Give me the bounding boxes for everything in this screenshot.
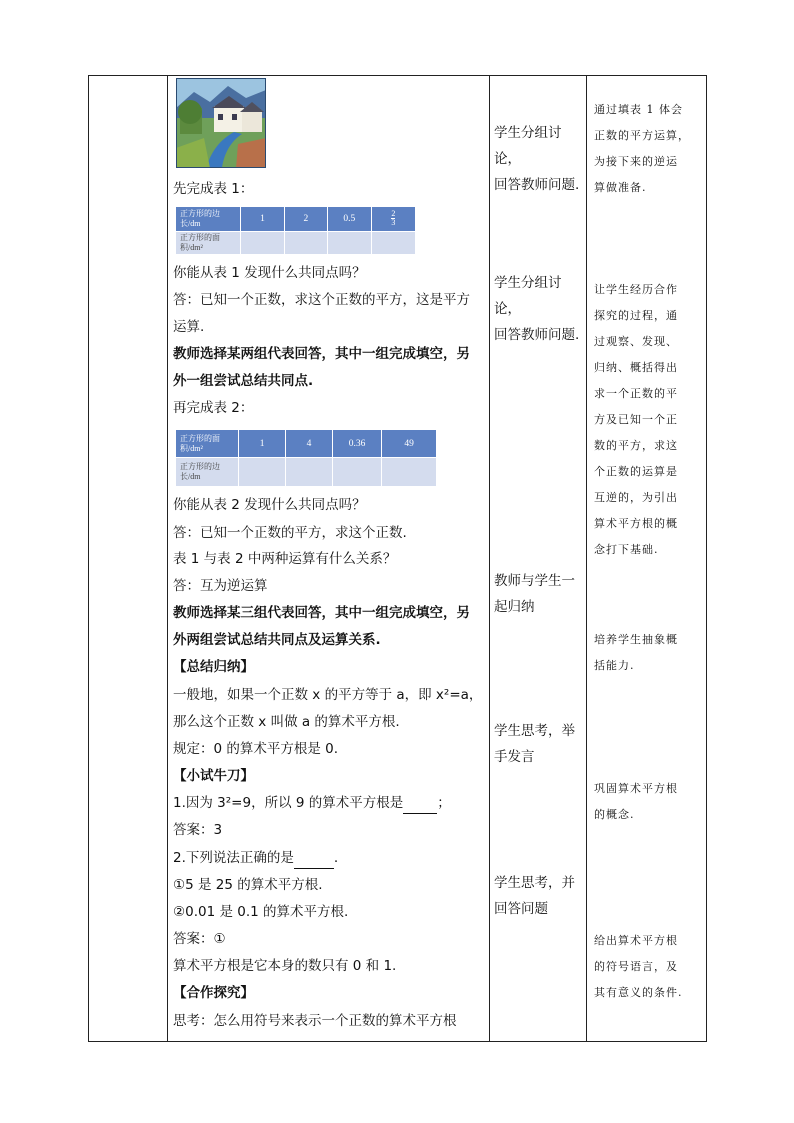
table2-cell: 0.36 (332, 430, 381, 458)
design-intent-line: 其有意义的条件. (594, 986, 683, 999)
design-intent-line: 巩固算术平方根 (594, 782, 678, 795)
table1-empty-cell (241, 232, 284, 255)
exercise-2 (173, 848, 338, 869)
table2-empty-cell (382, 458, 437, 487)
table2-intro: 再完成表 2： (173, 400, 254, 416)
exercise-1-end: ； (437, 795, 451, 811)
answer-blank-2 (294, 848, 334, 869)
landscape-painting (176, 78, 266, 168)
table2-cell: 4 (286, 430, 333, 458)
exercise-2-end: . (333, 850, 339, 866)
student-activity-4-line1: 学生思考，举 (494, 723, 575, 739)
table1-cell: 1 (241, 207, 284, 232)
design-intent-line: 过观察、发现、 (594, 335, 678, 348)
design-intent-line: 培养学生抽象概 (594, 633, 678, 646)
design-intent-line: 数的平方，求这 (594, 439, 678, 452)
design-intent-line: 给出算术平方根 (594, 934, 678, 947)
section-heading-practice: 【小试牛刀】 (173, 768, 254, 784)
design-intent-line: 求一个正数的平 (594, 387, 678, 400)
design-intent-line: 正数的平方运算， (594, 129, 690, 142)
section-heading-explore: 【合作探究】 (173, 985, 254, 1001)
table1-cell-fraction (371, 207, 415, 232)
design-intent-line: 算做准备. (594, 181, 647, 194)
exercise-2-answer: 答案：① (173, 931, 226, 947)
design-intent-4 (594, 776, 698, 828)
table2-empty-cell (332, 458, 381, 487)
table2-row1-label: 正方形的面积/dm² (176, 430, 239, 458)
summary-line2: 那么这个正数 x 叫做 a 的算术平方根. (173, 714, 400, 730)
answer-3: 答：互为逆运算 (173, 578, 268, 594)
table-bottom-border (88, 1041, 707, 1042)
student-activity-1 (494, 120, 586, 198)
table1-empty-cell (371, 232, 415, 255)
col-border-0 (88, 75, 89, 1042)
table2-empty-cell (286, 458, 333, 487)
exercise-2-option-2: ②0.01 是 0.1 的算术平方根. (173, 904, 349, 920)
col-border-3 (586, 75, 587, 1042)
table1-cell: 2 (284, 207, 327, 232)
student-activity-4 (494, 718, 586, 770)
answer-2: 答：已知一个正数的平方，求这个正数. (173, 525, 407, 541)
design-intent-line: 方及已知一个正 (594, 413, 678, 426)
fraction-numerator: 2 (391, 209, 396, 218)
student-activity-5-line2: 回答问题 (494, 901, 548, 917)
student-activity-3 (494, 568, 586, 620)
design-intent-line: 的符号语言，及 (594, 960, 678, 973)
table1 (175, 206, 416, 255)
design-intent-line: 为接下来的逆运 (594, 155, 678, 168)
question-3: 表 1 与表 2 中两种运算有什么关系？ (173, 551, 397, 567)
fraction-denominator: 3 (391, 218, 396, 227)
exercise-2-text: 2.下列说法正确的是 (173, 850, 294, 866)
student-activity-5-line1: 学生思考，并 (494, 875, 575, 891)
exercise-2-option-1: ①5 是 25 的算术平方根. (173, 877, 323, 893)
table2-empty-cell (239, 458, 286, 487)
table1-empty-cell (284, 232, 327, 255)
exercise-1-text: 1.因为 3²=9，所以 9 的算术平方根是 (173, 795, 404, 811)
table1-cell: 0.5 (328, 207, 372, 232)
student-activity-1-line1: 学生分组讨论， (494, 125, 562, 167)
exercise-1-answer: 答案：3 (173, 822, 223, 838)
teacher-note-1-line1: 教师选择某两组代表回答，其中一组完成填空，另 (173, 346, 470, 362)
design-intent-line: 念打下基础. (594, 543, 659, 556)
design-intent-2 (594, 277, 698, 563)
design-intent-line: 括能力. (594, 659, 635, 672)
student-activity-1-line2: 回答教师问题. (494, 177, 580, 193)
design-intent-1 (594, 97, 698, 201)
table1-row1-label: 正方形的边长/dm (176, 207, 241, 232)
answer-1-line2: 运算. (173, 319, 205, 335)
design-intent-line: 互逆的，为引出 (594, 491, 678, 504)
table2-cell: 1 (239, 430, 286, 458)
col-border-4 (706, 75, 707, 1042)
design-intent-line: 让学生经历合作 (594, 283, 678, 296)
think-question: 思考：怎么用符号来表示一个正数的算术平方根 (173, 1013, 457, 1029)
design-intent-line: 探究的过程，通 (594, 309, 678, 322)
design-intent-line: 个正数的运算是 (594, 465, 678, 478)
answer-1-line1: 答：已知一个正数，求这个正数的平方，这是平方 (173, 292, 470, 308)
answer-blank-1 (403, 793, 437, 814)
exercise-1 (173, 793, 451, 814)
student-activity-5 (494, 870, 586, 922)
student-activity-2 (494, 270, 586, 348)
teacher-note-2-line2: 外两组尝试总结共同点及运算关系. (173, 632, 381, 648)
design-intent-line: 算术平方根的概 (594, 517, 678, 530)
design-intent-line: 通过填表 1 体会 (594, 103, 683, 116)
col-border-2 (489, 75, 490, 1042)
design-intent-3 (594, 627, 698, 679)
student-activity-3-line2: 起归纳 (494, 599, 535, 615)
summary-line1: 一般地，如果一个正数 x 的平方等于 a，即 x²=a， (173, 687, 483, 703)
design-intent-line: 的概念. (594, 808, 635, 821)
table1-empty-cell (328, 232, 372, 255)
col-border-1 (167, 75, 168, 1042)
question-2: 你能从表 2 发现什么共同点吗？ (173, 497, 366, 513)
table2-cell: 49 (382, 430, 437, 458)
student-activity-4-line2: 手发言 (494, 749, 535, 765)
table2-row2-label: 正方形的边长/dm (176, 458, 239, 487)
section-heading-summary: 【总结归纳】 (173, 659, 254, 675)
student-activity-2-line2: 回答教师问题. (494, 327, 580, 343)
table1-intro: 先完成表 1： (173, 181, 254, 197)
design-intent-line: 归纳、概括得出 (594, 361, 678, 374)
teacher-note-1-line2: 外一组尝试总结共同点. (173, 373, 314, 389)
table1-row2-label: 正方形的面积/dm² (176, 232, 241, 255)
design-intent-5 (594, 928, 698, 1006)
student-activity-2-line1: 学生分组讨论， (494, 275, 562, 317)
fact-text: 算术平方根是它本身的数只有 0 和 1. (173, 958, 397, 974)
table2 (175, 429, 437, 487)
question-1: 你能从表 1 发现什么共同点吗？ (173, 265, 366, 281)
student-activity-3-line1: 教师与学生一 (494, 573, 575, 589)
teacher-note-2-line1: 教师选择某三组代表回答，其中一组完成填空，另 (173, 605, 470, 621)
rule-text: 规定：0 的算术平方根是 0. (173, 741, 339, 757)
table-top-border (88, 75, 707, 76)
